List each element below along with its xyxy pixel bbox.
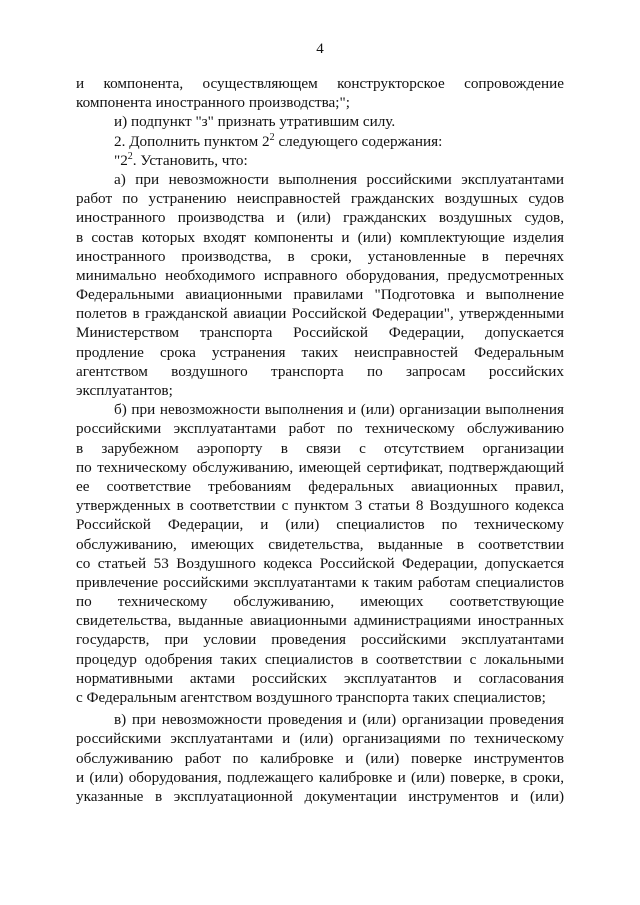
text-span: следующего содержания: xyxy=(274,132,443,150)
text-span: 2. Дополнить пунктом 2 xyxy=(114,132,270,150)
text-line: в) при невозможности проведения и (или) организации проведения xyxy=(114,711,564,729)
text-line: обслуживанию работ по калибровке и (или) поверке инструментов xyxy=(76,749,564,767)
text-line: эксплуатантов; xyxy=(76,382,173,399)
text-line: ее соответствие требованиям федеральных авиационных правил, xyxy=(76,477,564,495)
text-line: утвержденных в соответствии с пунктом 3 статьи 8 Воздушного кодекса xyxy=(76,497,564,515)
text-line: иностранного производства и (или) гражданских воздушных судов, xyxy=(76,209,564,227)
text-line: указанные в эксплуатационной документации инструментов и (или) xyxy=(76,787,564,805)
text-line: и компонента, осуществляющем конструкторское сопровождение xyxy=(76,75,564,92)
text-line: компонента иностранного производства;"; xyxy=(76,94,350,112)
text-line: полетов в гражданской авиации Российской Федерации", утвержденными xyxy=(76,305,564,323)
text-line: по техническому обслуживанию, имеющей сертификат, подтверждающий xyxy=(76,458,564,476)
page-number: 4 xyxy=(316,41,324,57)
text-line: б) при невозможности выполнения и (или) организации выполнения xyxy=(114,401,564,419)
text-line: по техническому обслуживанию, имеющих соответствующие xyxy=(76,593,564,611)
text-line: свидетельства, выданные авиационными администрациями иностранных xyxy=(76,612,564,630)
text-line: и) подпункт "з" признать утратившим силу. xyxy=(114,113,396,131)
text-line: государств, при условии проведения российскими эксплуатантами xyxy=(76,631,564,649)
text-line: Федеральными авиационными правилами "Подготовка и выполнение xyxy=(76,286,564,304)
text-line: со статьей 53 Воздушного кодекса Российской Федерации, допускается xyxy=(76,554,564,572)
text-line: и (или) оборудования, подлежащего калибровке и (или) поверке, в сроки, xyxy=(76,768,564,786)
text-span: "2 xyxy=(114,151,128,169)
text-line: в зарубежном аэропорту в связи с отсутствием организации xyxy=(76,439,564,457)
text-line: привлечение российскими эксплуатантами к таким работам специалистов xyxy=(76,573,564,591)
text-line xyxy=(76,151,564,170)
text-line: минимально необходимого исправного оборудования, предусмотренных xyxy=(76,266,564,284)
text-line: в состав которых входят компоненты и (или) комплектующие изделия xyxy=(76,228,564,246)
text-line: агентством воздушного транспорта по запросам российских xyxy=(76,362,564,380)
text-line: нормативными актами российских эксплуатантов и согласования xyxy=(76,669,564,687)
text-line: Российской Федерации, и (или) специалистов по техническому xyxy=(76,516,564,534)
superscript: 2 xyxy=(127,150,133,162)
superscript: 2 xyxy=(269,131,275,143)
text-line: продление срока устранения таких неисправностей Федеральным xyxy=(76,343,564,361)
text-span: . Установить, что: xyxy=(132,151,248,169)
text-line: российскими эксплуатантами работ по техническому обслуживанию xyxy=(76,420,564,438)
text-line: иностранного производства, в сроки, установленные в перечнях xyxy=(76,247,564,265)
text-line xyxy=(76,132,564,151)
text-line: обслуживанию, имеющих свидетельства, выданные в соответствии xyxy=(76,535,564,553)
document-body xyxy=(76,74,564,806)
text-line: Министерством транспорта Российской Федерации, допускается xyxy=(76,324,564,342)
text-line: а) при невозможности выполнения российскими эксплуатантами xyxy=(114,170,564,188)
text-line: процедур одобрения таких специалистов в соответствии с локальными xyxy=(76,650,564,668)
text-line: работ по устранению неисправностей гражданских воздушных судов xyxy=(76,190,564,208)
text-line: российскими эксплуатантами и (или) организациями по техническому xyxy=(76,730,564,748)
text-line: с Федеральным агентством воздушного транспорта таких специалистов; xyxy=(76,689,546,706)
